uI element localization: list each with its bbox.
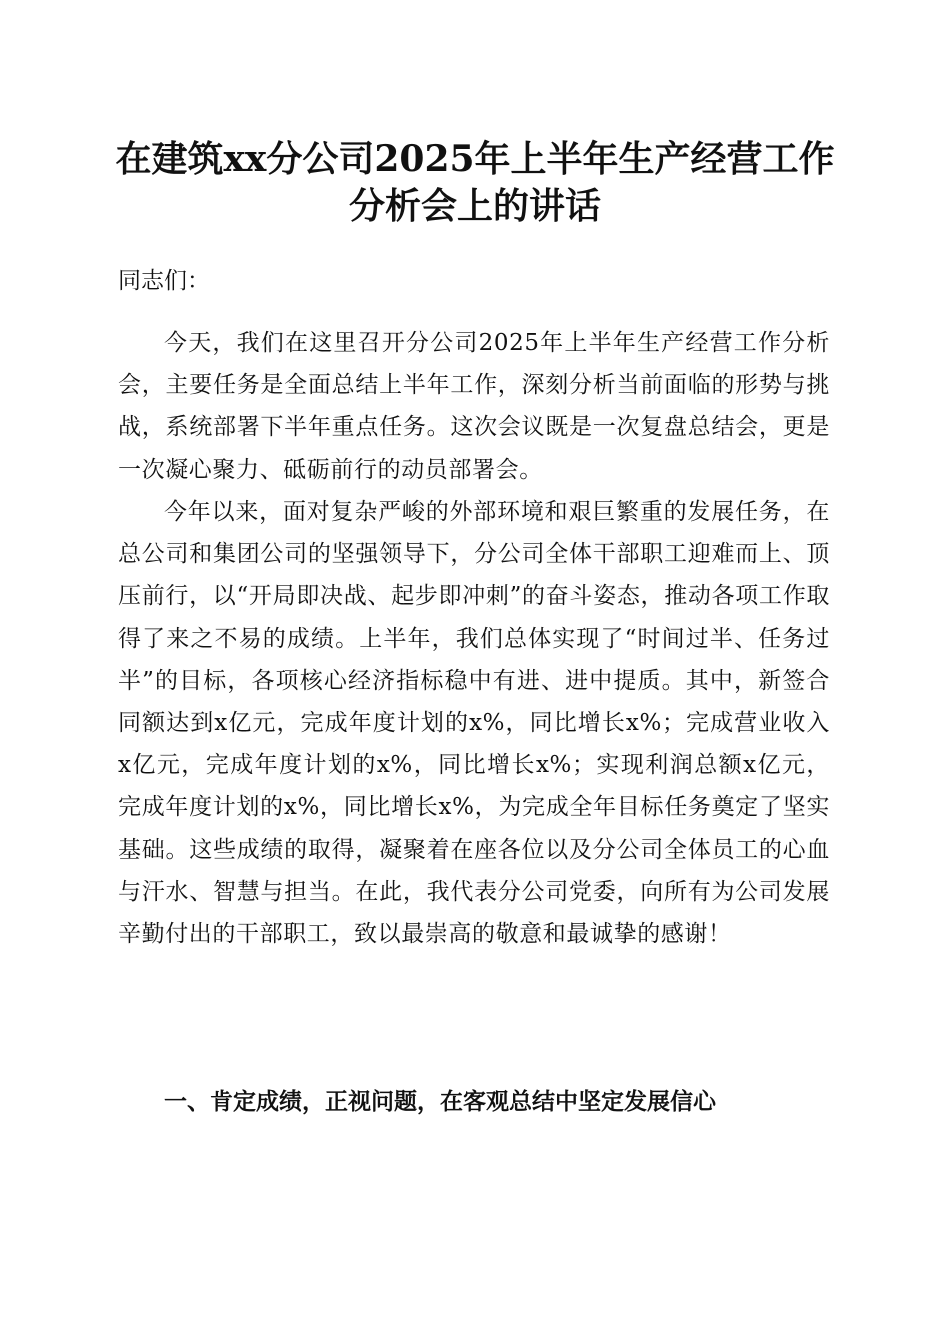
paragraph-achievements: 今年以来，面对复杂严峻的外部环境和艰巨繁重的发展任务，在总公司和集团公司的坚强领导下，分公司全体干部职工迎难而上、顶压前行，以“开局即决战、起步即冲刺”的奋斗姿态，推动各项工作取得了来之不易的成绩。上半年，我们总体实现了“时间过半、任务过半”的目标，各项核心经济指标稳中有进、进中提质。其中，新签合同额达到x亿元，完成年度计划的x%，同比增长x%；完成营业收入x亿元，完成年度计划的x%，同比增长x%；实现利润总额x亿元，完成年度计划的x%，同比增长x%，为完成全年目标任务奠定了坚实基础。这些成绩的取得，凝聚着在座各位以及分公司全体员工的心血与汗水、智慧与担当。在此，我代表分公司党委，向所有为公司发展辛勤付出的干部职工，致以最崇高的敬意和最诚挚的感谢！ [118,499,830,948]
document-title-line-2: 分析会上的讲话 [348,185,601,227]
paragraph-opening: 今天，我们在这里召开分公司2025年上半年生产经营工作分析会，主要任务是全面总结上半年工作，深刻分析当前面临的形势与挑战，系统部署下半年重点任务。这次会议既是一次复盘总结会，更是一次凝心聚力、砥砺前行的动员部署会。 [118,330,830,483]
document-title-line-1: 在建筑xx分公司2025年上半年生产经营工作 [115,138,835,180]
section-heading: 一、肯定成绩，正视问题，在客观总结中坚定发展信心 [164,1089,716,1115]
salutation: 同志们： [118,268,210,294]
